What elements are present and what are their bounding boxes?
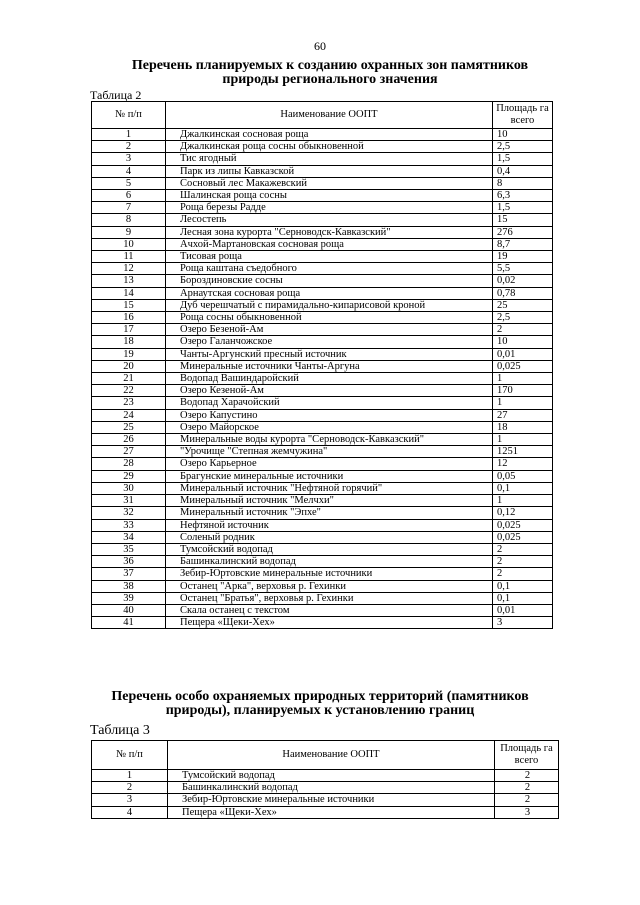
- table-row: [92, 495, 553, 507]
- row-name: Соленый родник: [166, 531, 493, 543]
- row-area: 8,7: [493, 238, 553, 250]
- row-area: 2,5: [493, 312, 553, 324]
- row-name: Арнаутская сосновая роща: [166, 287, 493, 299]
- row-area: 2: [495, 770, 559, 782]
- table-row: [92, 507, 553, 519]
- table3-caption: Таблица 3: [90, 723, 150, 738]
- row-number: 25: [92, 421, 166, 433]
- row-name: Ачхой-Мартановская сосновая роща: [166, 238, 493, 250]
- table-row: [92, 263, 553, 275]
- row-number: 16: [92, 312, 166, 324]
- table-row: [92, 770, 559, 782]
- table-row: [92, 238, 553, 250]
- table-row: [92, 287, 553, 299]
- table-row: [92, 421, 553, 433]
- row-number: 6: [92, 190, 166, 202]
- row-area: 1,5: [493, 153, 553, 165]
- row-name: Тис ягодный: [166, 153, 493, 165]
- row-number: 4: [92, 806, 168, 818]
- row-area: 2: [493, 324, 553, 336]
- table3-body: [92, 770, 559, 819]
- row-name: Чанты-Аргунский пресный источник: [166, 348, 493, 360]
- row-area: 19: [493, 251, 553, 263]
- row-number: 23: [92, 397, 166, 409]
- row-number: 27: [92, 446, 166, 458]
- row-name: Озеро Кезеной-Ам: [166, 385, 493, 397]
- row-number: 11: [92, 251, 166, 263]
- table3-title: [100, 690, 540, 718]
- table3-title-line2: природы), планируемых к установлению границ: [165, 703, 475, 718]
- row-area: 2: [495, 794, 559, 806]
- row-area: 2: [495, 782, 559, 794]
- header-name: Наименование ООПТ: [168, 741, 495, 770]
- row-number: 30: [92, 482, 166, 494]
- table-row: [92, 177, 553, 189]
- row-number: 2: [92, 782, 168, 794]
- row-name: Роща сосны обыкновенной: [166, 312, 493, 324]
- table-row: [92, 324, 553, 336]
- row-area: 0,12: [493, 507, 553, 519]
- table-row: [92, 153, 553, 165]
- row-area: 170: [493, 385, 553, 397]
- row-number: 1: [92, 770, 168, 782]
- table2-caption: Таблица 2: [90, 88, 142, 102]
- row-name: Лесостепь: [166, 214, 493, 226]
- row-number: 38: [92, 580, 166, 592]
- row-name: Шалинская роща сосны: [166, 190, 493, 202]
- row-area: 27: [493, 409, 553, 421]
- table3-header-row: [92, 741, 559, 770]
- row-number: 36: [92, 556, 166, 568]
- row-area: 1251: [493, 446, 553, 458]
- row-area: 3: [493, 617, 553, 629]
- table-row: [92, 446, 553, 458]
- table3-title-line1: Перечень особо охраняемых природных территорий (памятников: [111, 689, 529, 704]
- table2-title-line1: Перечень планируемых к созданию охранных зон памятников: [131, 58, 529, 73]
- table-row: [92, 299, 553, 311]
- row-name: Парк из липы Кавказской: [166, 165, 493, 177]
- row-area: 1: [493, 397, 553, 409]
- row-number: 24: [92, 409, 166, 421]
- row-name: Башинкалинский водопад: [166, 556, 493, 568]
- table-row: [92, 385, 553, 397]
- row-name: Озеро Безеной-Ам: [166, 324, 493, 336]
- table-row: [92, 336, 553, 348]
- row-name: Водопад Харачойский: [166, 397, 493, 409]
- row-number: 8: [92, 214, 166, 226]
- row-area: 2: [493, 556, 553, 568]
- row-name: Водопад Вашиндаройский: [166, 373, 493, 385]
- table-row: [92, 190, 553, 202]
- header-number: № п/п: [92, 102, 166, 129]
- row-area: 6,3: [493, 190, 553, 202]
- row-name: Джалкинская сосновая роща: [166, 129, 493, 141]
- row-number: 14: [92, 287, 166, 299]
- row-number: 4: [92, 165, 166, 177]
- row-area: 1: [493, 495, 553, 507]
- page-number: 60: [314, 39, 326, 53]
- row-number: 37: [92, 568, 166, 580]
- row-area: 2: [493, 568, 553, 580]
- header-area: Площадь га всего: [495, 741, 559, 770]
- row-name: Озеро Капустино: [166, 409, 493, 421]
- row-name: Останец "Братья", верховья р. Гехинки: [166, 592, 493, 604]
- table2-header-row: [92, 102, 553, 129]
- row-name: Башинкалинский водопад: [168, 782, 495, 794]
- row-name: Минеральный источник "Нефтяной горячий": [166, 482, 493, 494]
- table-row: [92, 312, 553, 324]
- row-area: 1,5: [493, 202, 553, 214]
- row-number: 21: [92, 373, 166, 385]
- row-area: 0,1: [493, 592, 553, 604]
- row-name: Зебир-Юртовские минеральные источники: [166, 568, 493, 580]
- row-name: Брагунские минеральные источники: [166, 470, 493, 482]
- row-name: Минеральные воды курорта "Серноводск-Кавказский": [166, 434, 493, 446]
- row-number: 2: [92, 141, 166, 153]
- row-number: 10: [92, 238, 166, 250]
- row-area: 18: [493, 421, 553, 433]
- table-row: [92, 141, 553, 153]
- table3: [91, 740, 559, 819]
- table-row: [92, 470, 553, 482]
- row-area: 8: [493, 177, 553, 189]
- table-row: [92, 482, 553, 494]
- table-row: [92, 251, 553, 263]
- header-number: № п/п: [92, 741, 168, 770]
- table-row: [92, 519, 553, 531]
- table-row: [92, 458, 553, 470]
- row-name: Роща березы Радде: [166, 202, 493, 214]
- table-row: [92, 794, 559, 806]
- row-name: Сосновый лес Макажевский: [166, 177, 493, 189]
- row-area: 0,05: [493, 470, 553, 482]
- row-number: 15: [92, 299, 166, 311]
- row-name: Пещера «Щеки-Хех»: [168, 806, 495, 818]
- row-number: 33: [92, 519, 166, 531]
- row-name: Минеральные источники Чанты-Аргуна: [166, 360, 493, 372]
- table2-title-line2: природы регионального значения: [222, 72, 438, 87]
- row-number: 40: [92, 604, 166, 616]
- row-area: 10: [493, 129, 553, 141]
- row-number: 26: [92, 434, 166, 446]
- row-area: 0,01: [493, 604, 553, 616]
- table-row: [92, 592, 553, 604]
- header-area: Площадь га всего: [493, 102, 553, 129]
- row-name: Скала останец с текстом: [166, 604, 493, 616]
- row-number: 17: [92, 324, 166, 336]
- table-row: [92, 806, 559, 818]
- row-number: 3: [92, 794, 168, 806]
- row-number: 7: [92, 202, 166, 214]
- table-row: [92, 348, 553, 360]
- row-area: 1: [493, 434, 553, 446]
- row-number: 29: [92, 470, 166, 482]
- row-number: 31: [92, 495, 166, 507]
- table-row: [92, 604, 553, 616]
- table-row: [92, 580, 553, 592]
- row-number: 39: [92, 592, 166, 604]
- row-area: 12: [493, 458, 553, 470]
- row-area: 0,1: [493, 580, 553, 592]
- row-area: 0,02: [493, 275, 553, 287]
- row-name: Зебир-Юртовские минеральные источники: [168, 794, 495, 806]
- row-area: 0,4: [493, 165, 553, 177]
- table-row: [92, 543, 553, 555]
- table-row: [92, 397, 553, 409]
- row-name: Озеро Майорское: [166, 421, 493, 433]
- table-row: [92, 165, 553, 177]
- table2-title: [100, 59, 560, 87]
- row-number: 41: [92, 617, 166, 629]
- row-area: 1: [493, 373, 553, 385]
- row-name: Бороздиновские сосны: [166, 275, 493, 287]
- row-number: 12: [92, 263, 166, 275]
- row-number: 22: [92, 385, 166, 397]
- row-area: 0,025: [493, 531, 553, 543]
- table-row: [92, 360, 553, 372]
- row-name: Озеро Галанчожское: [166, 336, 493, 348]
- row-number: 5: [92, 177, 166, 189]
- row-number: 19: [92, 348, 166, 360]
- row-number: 34: [92, 531, 166, 543]
- row-area: 15: [493, 214, 553, 226]
- row-name: Джалкинская роща сосны обыкновенной: [166, 141, 493, 153]
- row-number: 35: [92, 543, 166, 555]
- row-area: 0,025: [493, 360, 553, 372]
- row-number: 9: [92, 226, 166, 238]
- table-row: [92, 373, 553, 385]
- table-row: [92, 409, 553, 421]
- row-area: 0,01: [493, 348, 553, 360]
- table-row: [92, 782, 559, 794]
- row-area: 0,025: [493, 519, 553, 531]
- row-name: Тумсойский водопад: [168, 770, 495, 782]
- row-name: Тисовая роща: [166, 251, 493, 263]
- row-area: 25: [493, 299, 553, 311]
- row-area: 2: [493, 543, 553, 555]
- row-name: Тумсойский водопад: [166, 543, 493, 555]
- table-row: [92, 531, 553, 543]
- row-name: Роща каштана съедобного: [166, 263, 493, 275]
- table2-body: [92, 129, 553, 629]
- row-number: 1: [92, 129, 166, 141]
- table-row: [92, 275, 553, 287]
- row-area: 3: [495, 806, 559, 818]
- row-name: Озеро Карьерное: [166, 458, 493, 470]
- row-area: 0,78: [493, 287, 553, 299]
- table-row: [92, 226, 553, 238]
- table2: [91, 101, 553, 629]
- header-name: Наименование ООПТ: [166, 102, 493, 129]
- table-row: [92, 202, 553, 214]
- row-name: Минеральный источник "Мелчхи": [166, 495, 493, 507]
- row-name: Дуб черешчатый с пирамидально-кипарисовой кроной: [166, 299, 493, 311]
- table-row: [92, 214, 553, 226]
- row-name: "Урочище "Степная жемчужина": [166, 446, 493, 458]
- table-row: [92, 568, 553, 580]
- row-number: 28: [92, 458, 166, 470]
- row-name: Останец "Арка", верховья р. Гехинки: [166, 580, 493, 592]
- row-area: 10: [493, 336, 553, 348]
- table-row: [92, 434, 553, 446]
- table-row: [92, 129, 553, 141]
- row-number: 20: [92, 360, 166, 372]
- row-name: Минеральный источник "Эпхе": [166, 507, 493, 519]
- table-row: [92, 556, 553, 568]
- row-name: Лесная зона курорта "Серноводск-Кавказский": [166, 226, 493, 238]
- row-number: 3: [92, 153, 166, 165]
- row-area: 0,1: [493, 482, 553, 494]
- row-area: 2,5: [493, 141, 553, 153]
- row-name: Пещера «Щеки-Хех»: [166, 617, 493, 629]
- row-name: Нефтяной источник: [166, 519, 493, 531]
- row-area: 276: [493, 226, 553, 238]
- row-number: 18: [92, 336, 166, 348]
- table-row: [92, 617, 553, 629]
- row-number: 32: [92, 507, 166, 519]
- row-area: 5,5: [493, 263, 553, 275]
- row-number: 13: [92, 275, 166, 287]
